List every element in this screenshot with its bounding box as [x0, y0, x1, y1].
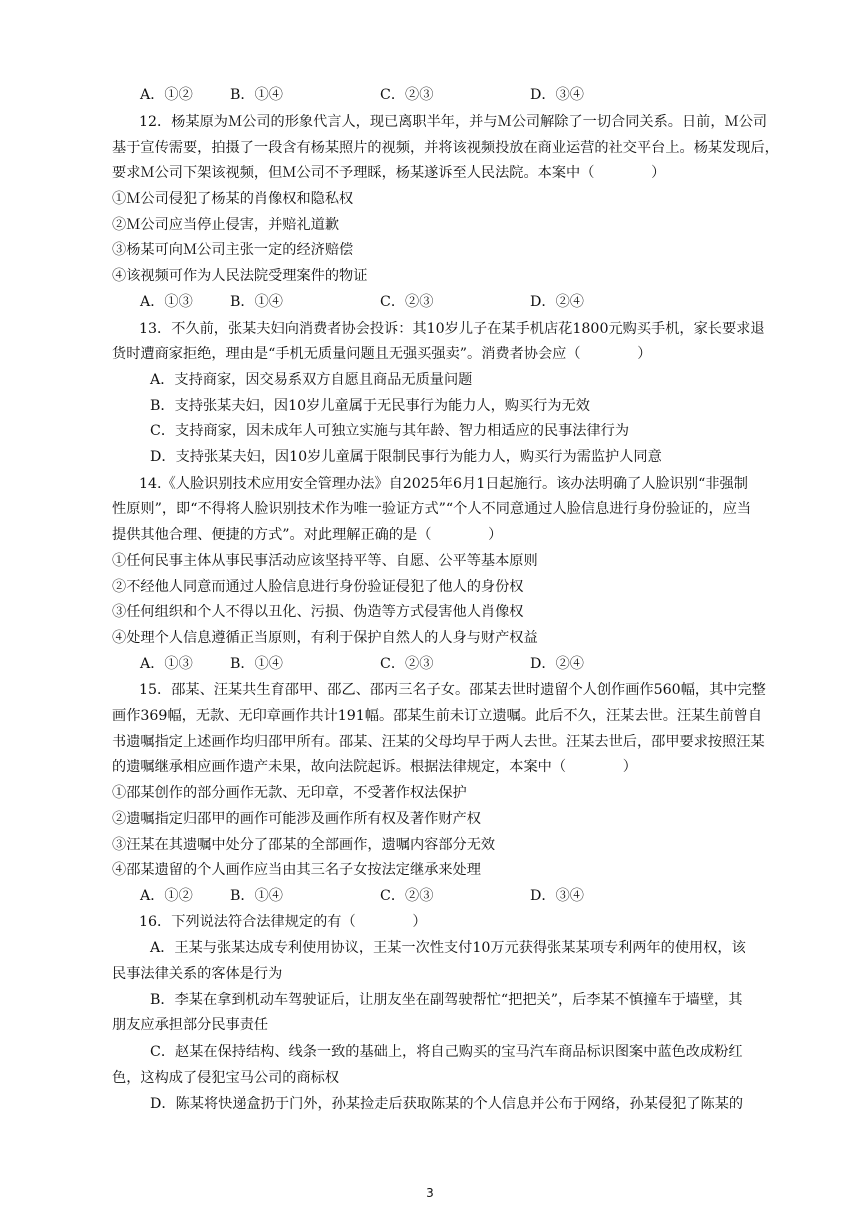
q11-options	[140, 86, 740, 104]
option-c: C．②③	[380, 294, 434, 310]
q14-stem-line: 提供其他合理、便捷的方式”。对此理解正确的是（ ）	[112, 527, 503, 543]
option-a: A．①②	[140, 87, 193, 103]
q12-options	[140, 293, 740, 311]
option-a: A．①③	[140, 656, 193, 672]
q14-item-1: ①任何民事主体从事民事活动应该坚持平等、自愿、公平等基本原则	[112, 553, 538, 569]
q16-choice-b: B．李某在拿到机动车驾驶证后，让朋友坐在副驾驶帮忙“把把关”，后李某不慎撞车于墙壁，其	[150, 992, 743, 1008]
q14-stem-line: 14.《人脸识别技术应用安全管理办法》自2025年6月1日起施行。该办法明确了人脸识别“非强制	[139, 476, 748, 492]
q12-item-1: ①Ｍ公司侵犯了杨某的肖像权和隐私权	[112, 191, 354, 207]
q15-stem-line: 书遗嘱指定上述画作均归邵甲所有。邵某、汪某的父母均早于两人去世。汪某去世后，邵甲要求按照汪某	[112, 734, 765, 750]
option-b: B．①④	[230, 87, 283, 103]
option-b: B．①④	[230, 294, 283, 310]
q15-stem-line: 的遗嘱继承相应画作遗产未果，故向法院起诉。根据法律规定，本案中（ ）	[112, 759, 637, 775]
q13-choice-a: A．支持商家，因交易系双方自愿且商品无质量问题	[150, 372, 473, 388]
q13-choice-c: C．支持商家，因未成年人可独立实施与其年龄、智力相适应的民事法律行为	[150, 423, 630, 439]
option-d: D．③④	[530, 87, 584, 103]
q16-choice-d: D．陈某将快递盒扔于门外，孙某捡走后获取陈某的个人信息并公布于网络，孙某侵犯了陈某的	[150, 1096, 744, 1112]
q15-stem-line: 画作369幅，无款、无印章画作共计191幅。邵某生前未订立遗嘱。此后不久，汪某去世。汪某生前曾自	[112, 708, 763, 724]
q15-item-4: ④邵某遗留的个人画作应当由其三名子女按法定继承来处理	[112, 862, 481, 878]
q13-stem-line: 货时遭商家拒绝，理由是“手机无质量问题且无强买强卖”。消费者协会应（ ）	[112, 346, 652, 362]
option-d: D．③④	[530, 888, 584, 904]
q14-stem-line: 性原则”，即“不得将人脸识别技术作为唯一验证方式”“个人不同意通过人脸信息进行身份验证的，应当	[112, 501, 752, 517]
q12-stem-line: 要求Ｍ公司下架该视频，但Ｍ公司不予理睬，杨某遂诉至人民法院。本案中（ ）	[112, 165, 666, 181]
q16-choice-a: A．王某与张某达成专利使用协议，王某一次性支付10万元获得张某某项专利两年的使用权，该	[150, 940, 746, 956]
option-b: B．①④	[230, 888, 283, 904]
q16-choice-a-cont: 民事法律关系的客体是行为	[112, 966, 283, 982]
q14-item-3: ③任何组织和个人不得以丑化、污损、伪造等方式侵害他人肖像权	[112, 604, 524, 620]
q12-item-4: ④该视频可作为人民法院受理案件的物证	[112, 268, 368, 284]
q13-choice-d: D．支持张某夫妇，因10岁儿童属于限制民事行为能力人，购买行为需监护人同意	[150, 449, 662, 465]
q15-item-1: ①邵某创作的部分画作无款、无印章，不受著作权法保护	[112, 785, 467, 801]
option-b: B．①④	[230, 656, 283, 672]
q15-item-2: ②遗嘱指定归邵甲的画作可能涉及画作所有权及著作财产权	[112, 811, 481, 827]
q16-stem: 16．下列说法符合法律规定的有（ ）	[139, 914, 427, 930]
option-c: C．②③	[380, 888, 434, 904]
q12-stem-line: 12．杨某原为Ｍ公司的形象代言人，现已离职半年，并与Ｍ公司解除了一切合同关系。日前，Ｍ公司	[139, 114, 768, 130]
option-d: D．②④	[530, 294, 584, 310]
q16-choice-b-cont: 朋友应承担部分民事责任	[112, 1017, 269, 1033]
q16-choice-c-cont: 色，这构成了侵犯宝马公司的商标权	[112, 1070, 340, 1086]
option-a: A．①②	[140, 888, 193, 904]
q14-item-2: ②不经他人同意而通过人脸信息进行身份验证侵犯了他人的身份权	[112, 579, 524, 595]
q12-stem-line: 基于宣传需要，拍摄了一段含有杨某照片的视频，并将该视频投放在商业运营的社交平台上。杨某发现后，	[112, 140, 779, 156]
page-number: 3	[426, 1186, 434, 1200]
q15-stem-line: 15．邵某、汪某共生育邵甲、邵乙、邵丙三名子女。邵某去世时遗留个人创作画作560幅，其中完整	[139, 682, 766, 698]
q13-choice-b: B．支持张某夫妇，因10岁儿童属于无民事行为能力人，购买行为无效	[150, 398, 590, 414]
q15-options	[140, 887, 740, 905]
option-a: A．①③	[140, 294, 193, 310]
option-d: D．②④	[530, 656, 584, 672]
q14-options	[140, 655, 740, 673]
q12-item-2: ②Ｍ公司应当停止侵害，并赔礼道歉	[112, 217, 340, 233]
option-c: C．②③	[380, 87, 434, 103]
q13-stem-line: 13．不久前，张某夫妇向消费者协会投诉：其10岁儿子在某手机店花1800元购买手机，家长要求退	[139, 321, 765, 337]
q15-item-3: ③汪某在其遗嘱中处分了邵某的全部画作，遗嘱内容部分无效	[112, 837, 496, 853]
q16-choice-c: C．赵某在保持结构、线条一致的基础上，将自己购买的宝马汽车商品标识图案中蓝色改成粉红	[150, 1044, 743, 1060]
q14-item-4: ④处理个人信息遵循正当原则，有利于保护自然人的人身与财产权益	[112, 630, 538, 646]
option-c: C．②③	[380, 656, 434, 672]
q12-item-3: ③杨某可向Ｍ公司主张一定的经济赔偿	[112, 242, 354, 258]
